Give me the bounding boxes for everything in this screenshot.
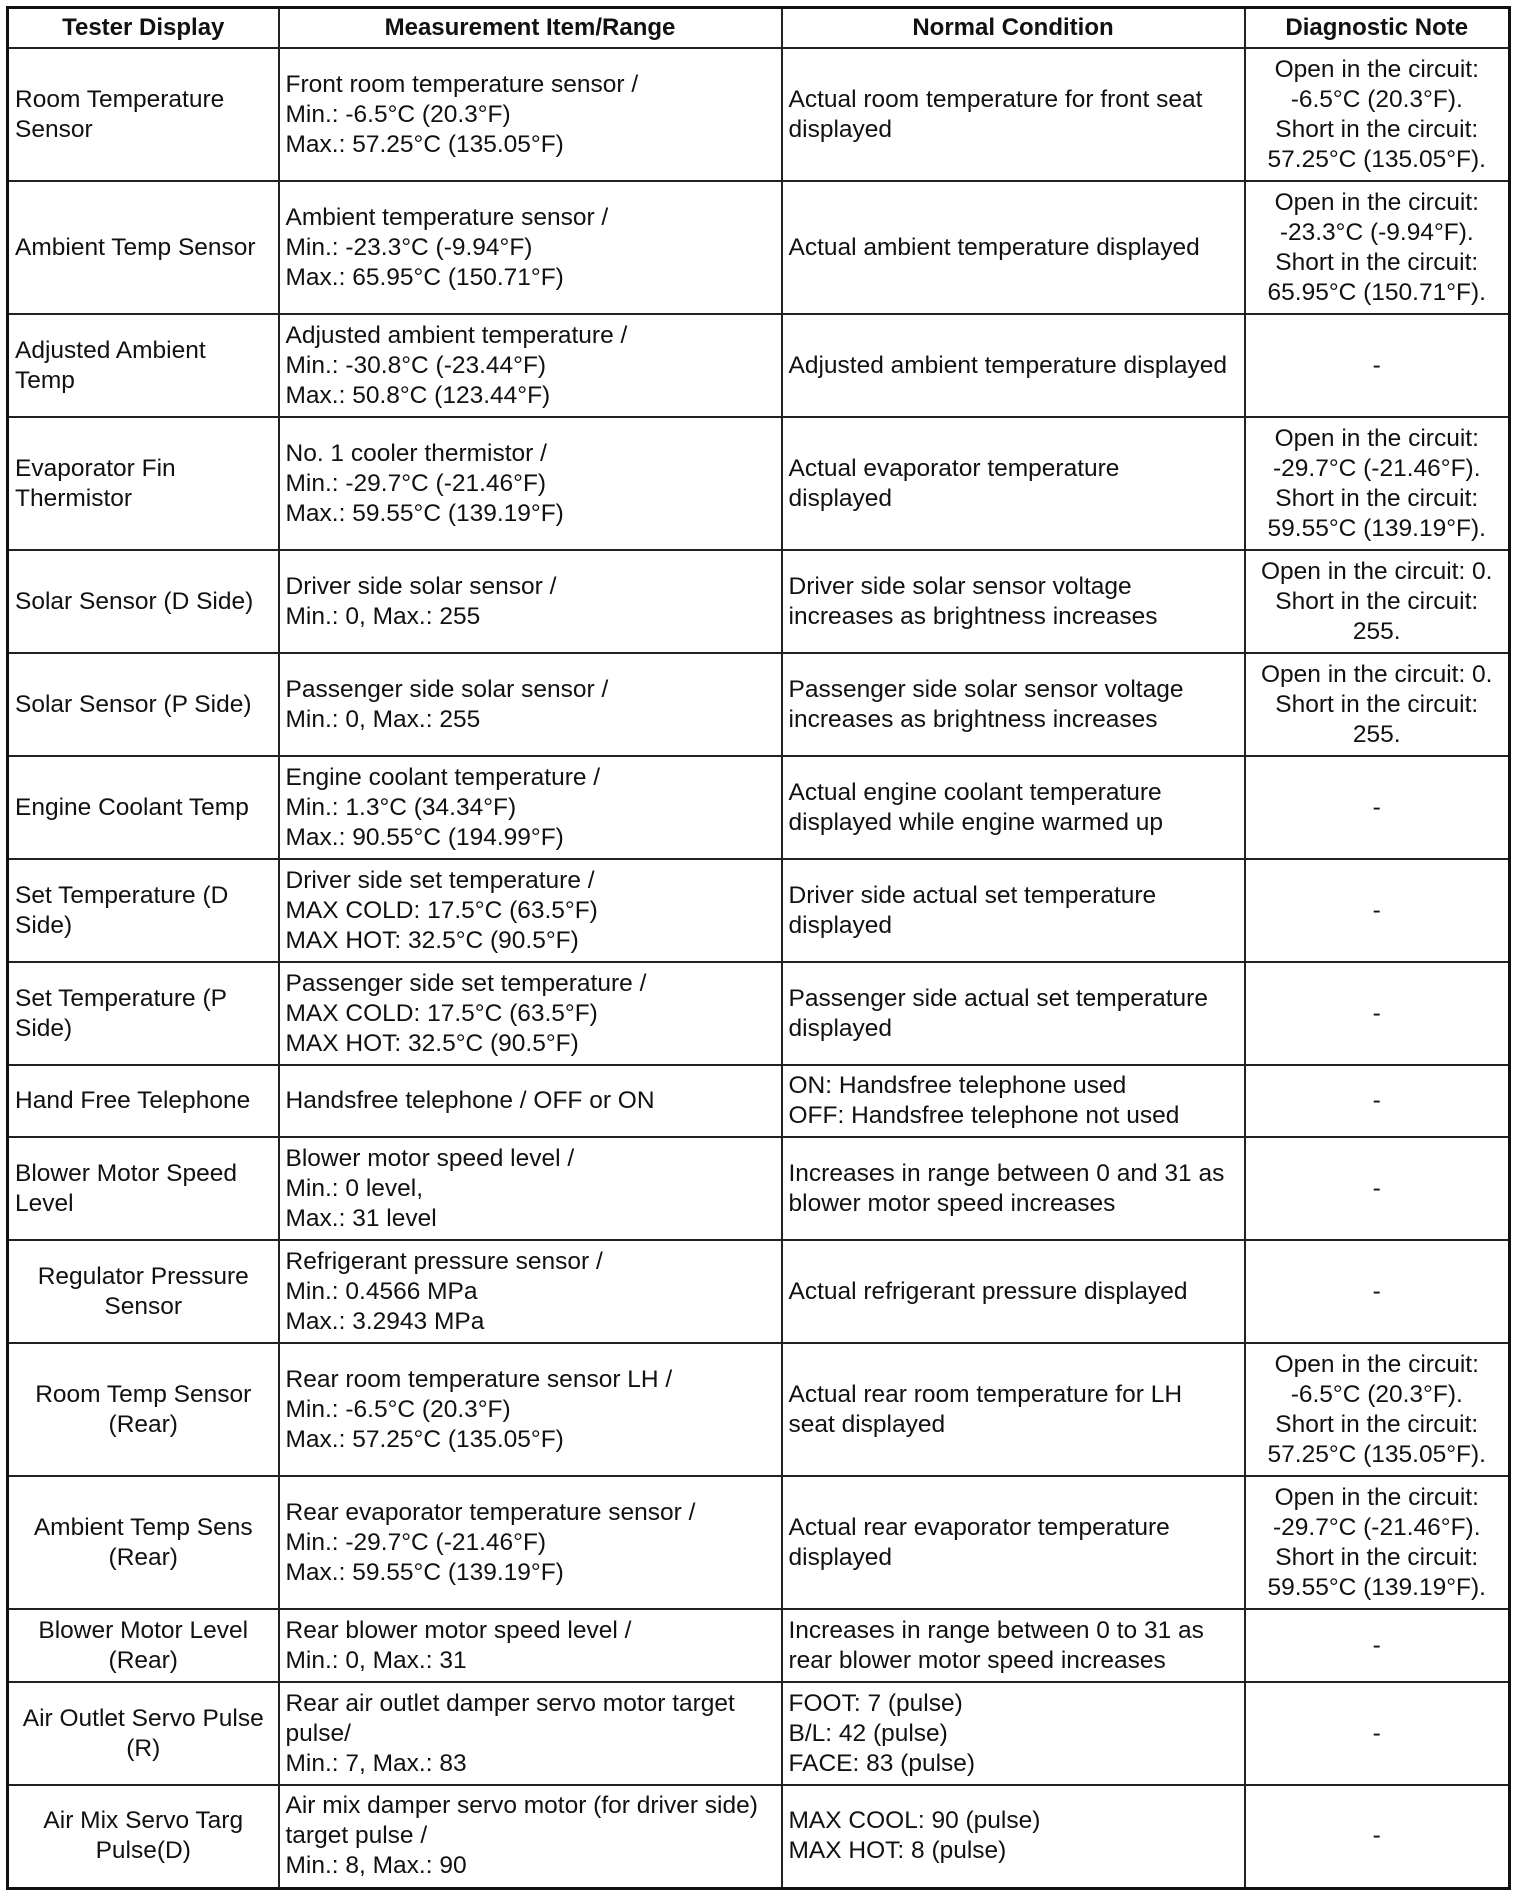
- diagnostic-note-cell: Open in the circuit: -29.7°C (-21.46°F). Short in the circuit: 59.55°C (139.19°F).: [1245, 1476, 1510, 1609]
- measurement-cell: Passenger side solar sensor / Min.: 0, Max.: 255: [279, 653, 782, 756]
- tester-display-cell: Set Temperature (P Side): [8, 962, 279, 1065]
- diagnostic-note-cell: -: [1245, 962, 1510, 1065]
- table-row: [8, 181, 1510, 314]
- diagnostic-note-cell: Open in the circuit: -29.7°C (-21.46°F). Short in the circuit: 59.55°C (139.19°F).: [1245, 417, 1510, 550]
- measurement-cell: Handsfree telephone / OFF or ON: [279, 1065, 782, 1137]
- measurement-cell: Driver side set temperature / MAX COLD: 17.5°C (63.5°F) MAX HOT: 32.5°C (90.5°F): [279, 859, 782, 962]
- measurement-cell: Driver side solar sensor / Min.: 0, Max.: 255: [279, 550, 782, 653]
- tester-display-cell: Air Outlet Servo Pulse (R): [8, 1682, 279, 1785]
- diagnostic-table: [6, 6, 1511, 1890]
- tester-display-cell: Engine Coolant Temp: [8, 756, 279, 859]
- normal-condition-cell: Driver side actual set temperature displayed: [782, 859, 1245, 962]
- table-row: [8, 1065, 1510, 1137]
- tester-display-cell: Adjusted Ambient Temp: [8, 314, 279, 417]
- diagnostic-note-cell: Open in the circuit: -6.5°C (20.3°F). Short in the circuit: 57.25°C (135.05°F).: [1245, 48, 1510, 181]
- diagnostic-note-cell: Open in the circuit: -6.5°C (20.3°F). Short in the circuit: 57.25°C (135.05°F).: [1245, 1343, 1510, 1476]
- diagnostic-note-cell: Open in the circuit: -23.3°C (-9.94°F). Short in the circuit: 65.95°C (150.71°F).: [1245, 181, 1510, 314]
- diagnostic-note-cell: -: [1245, 314, 1510, 417]
- normal-condition-cell: Increases in range between 0 and 31 as blower motor speed increases: [782, 1137, 1245, 1240]
- table-row: [8, 962, 1510, 1065]
- measurement-cell: Ambient temperature sensor / Min.: -23.3°C (-9.94°F) Max.: 65.95°C (150.71°F): [279, 181, 782, 314]
- tester-display-cell: Room Temperature Sensor: [8, 48, 279, 181]
- tester-display-cell: Ambient Temp Sens (Rear): [8, 1476, 279, 1609]
- measurement-cell: Passenger side set temperature / MAX COLD: 17.5°C (63.5°F) MAX HOT: 32.5°C (90.5°F): [279, 962, 782, 1065]
- tester-display-cell: Blower Motor Speed Level: [8, 1137, 279, 1240]
- table-row: [8, 1343, 1510, 1476]
- measurement-cell: Engine coolant temperature / Min.: 1.3°C (34.34°F) Max.: 90.55°C (194.99°F): [279, 756, 782, 859]
- measurement-cell: Rear blower motor speed level / Min.: 0, Max.: 31: [279, 1609, 782, 1682]
- tester-display-cell: Air Mix Servo Targ Pulse(D): [8, 1785, 279, 1888]
- tester-display-cell: Room Temp Sensor (Rear): [8, 1343, 279, 1476]
- normal-condition-cell: Actual engine coolant temperature displayed while engine warmed up: [782, 756, 1245, 859]
- table-row: [8, 653, 1510, 756]
- table-row: [8, 1137, 1510, 1240]
- table-header-row: [8, 8, 1510, 49]
- table-row: [8, 1609, 1510, 1682]
- normal-condition-cell: FOOT: 7 (pulse) B/L: 42 (pulse) FACE: 83 (pulse): [782, 1682, 1245, 1785]
- normal-condition-cell: Actual rear room temperature for LH seat displayed: [782, 1343, 1245, 1476]
- table-row: [8, 48, 1510, 181]
- diagnostic-note-cell: -: [1245, 1785, 1510, 1888]
- diagnostic-note-cell: Open in the circuit: 0. Short in the circuit: 255.: [1245, 653, 1510, 756]
- table-row: [8, 1240, 1510, 1343]
- measurement-cell: Rear air outlet damper servo motor target pulse/ Min.: 7, Max.: 83: [279, 1682, 782, 1785]
- table-row: [8, 1476, 1510, 1609]
- header-tester-display: Tester Display: [8, 8, 279, 49]
- normal-condition-cell: Increases in range between 0 to 31 as rear blower motor speed increases: [782, 1609, 1245, 1682]
- normal-condition-cell: Actual evaporator temperature displayed: [782, 417, 1245, 550]
- measurement-cell: Blower motor speed level / Min.: 0 level, Max.: 31 level: [279, 1137, 782, 1240]
- normal-condition-cell: Passenger side actual set temperature displayed: [782, 962, 1245, 1065]
- measurement-cell: Front room temperature sensor / Min.: -6.5°C (20.3°F) Max.: 57.25°C (135.05°F): [279, 48, 782, 181]
- tester-display-cell: Hand Free Telephone: [8, 1065, 279, 1137]
- normal-condition-cell: Actual room temperature for front seat displayed: [782, 48, 1245, 181]
- normal-condition-cell: Adjusted ambient temperature displayed: [782, 314, 1245, 417]
- header-measurement-item: Measurement Item/Range: [279, 8, 782, 49]
- tester-display-cell: Set Temperature (D Side): [8, 859, 279, 962]
- normal-condition-cell: Actual ambient temperature displayed: [782, 181, 1245, 314]
- diagnostic-note-cell: -: [1245, 1137, 1510, 1240]
- tester-display-cell: Ambient Temp Sensor: [8, 181, 279, 314]
- header-normal-condition: Normal Condition: [782, 8, 1245, 49]
- normal-condition-cell: Driver side solar sensor voltage increases as brightness increases: [782, 550, 1245, 653]
- tester-display-cell: Blower Motor Level (Rear): [8, 1609, 279, 1682]
- measurement-cell: No. 1 cooler thermistor / Min.: -29.7°C (-21.46°F) Max.: 59.55°C (139.19°F): [279, 417, 782, 550]
- normal-condition-cell: ON: Handsfree telephone used OFF: Handsfree telephone not used: [782, 1065, 1245, 1137]
- diagnostic-note-cell: -: [1245, 1682, 1510, 1785]
- tester-display-cell: Regulator Pressure Sensor: [8, 1240, 279, 1343]
- measurement-cell: Rear room temperature sensor LH / Min.: -6.5°C (20.3°F) Max.: 57.25°C (135.05°F): [279, 1343, 782, 1476]
- tester-display-cell: Solar Sensor (P Side): [8, 653, 279, 756]
- diagnostic-note-cell: -: [1245, 1240, 1510, 1343]
- table-row: [8, 314, 1510, 417]
- table-row: [8, 859, 1510, 962]
- table-row: [8, 417, 1510, 550]
- table-row: [8, 550, 1510, 653]
- diagnostic-note-cell: -: [1245, 859, 1510, 962]
- measurement-cell: Refrigerant pressure sensor / Min.: 0.4566 MPa Max.: 3.2943 MPa: [279, 1240, 782, 1343]
- table-row: [8, 1785, 1510, 1888]
- measurement-cell: Rear evaporator temperature sensor / Min.: -29.7°C (-21.46°F) Max.: 59.55°C (139.19°F): [279, 1476, 782, 1609]
- normal-condition-cell: Actual rear evaporator temperature displayed: [782, 1476, 1245, 1609]
- diagnostic-note-cell: Open in the circuit: 0. Short in the circuit: 255.: [1245, 550, 1510, 653]
- table-row: [8, 1682, 1510, 1785]
- normal-condition-cell: MAX COOL: 90 (pulse) MAX HOT: 8 (pulse): [782, 1785, 1245, 1888]
- table-row: [8, 756, 1510, 859]
- normal-condition-cell: Actual refrigerant pressure displayed: [782, 1240, 1245, 1343]
- tester-display-cell: Solar Sensor (D Side): [8, 550, 279, 653]
- normal-condition-cell: Passenger side solar sensor voltage increases as brightness increases: [782, 653, 1245, 756]
- diagnostic-note-cell: -: [1245, 1609, 1510, 1682]
- measurement-cell: Air mix damper servo motor (for driver side) target pulse / Min.: 8, Max.: 90: [279, 1785, 782, 1888]
- measurement-cell: Adjusted ambient temperature / Min.: -30.8°C (-23.44°F) Max.: 50.8°C (123.44°F): [279, 314, 782, 417]
- header-diagnostic-note: Diagnostic Note: [1245, 8, 1510, 49]
- diagnostic-note-cell: -: [1245, 1065, 1510, 1137]
- diagnostic-note-cell: -: [1245, 756, 1510, 859]
- tester-display-cell: Evaporator Fin Thermistor: [8, 417, 279, 550]
